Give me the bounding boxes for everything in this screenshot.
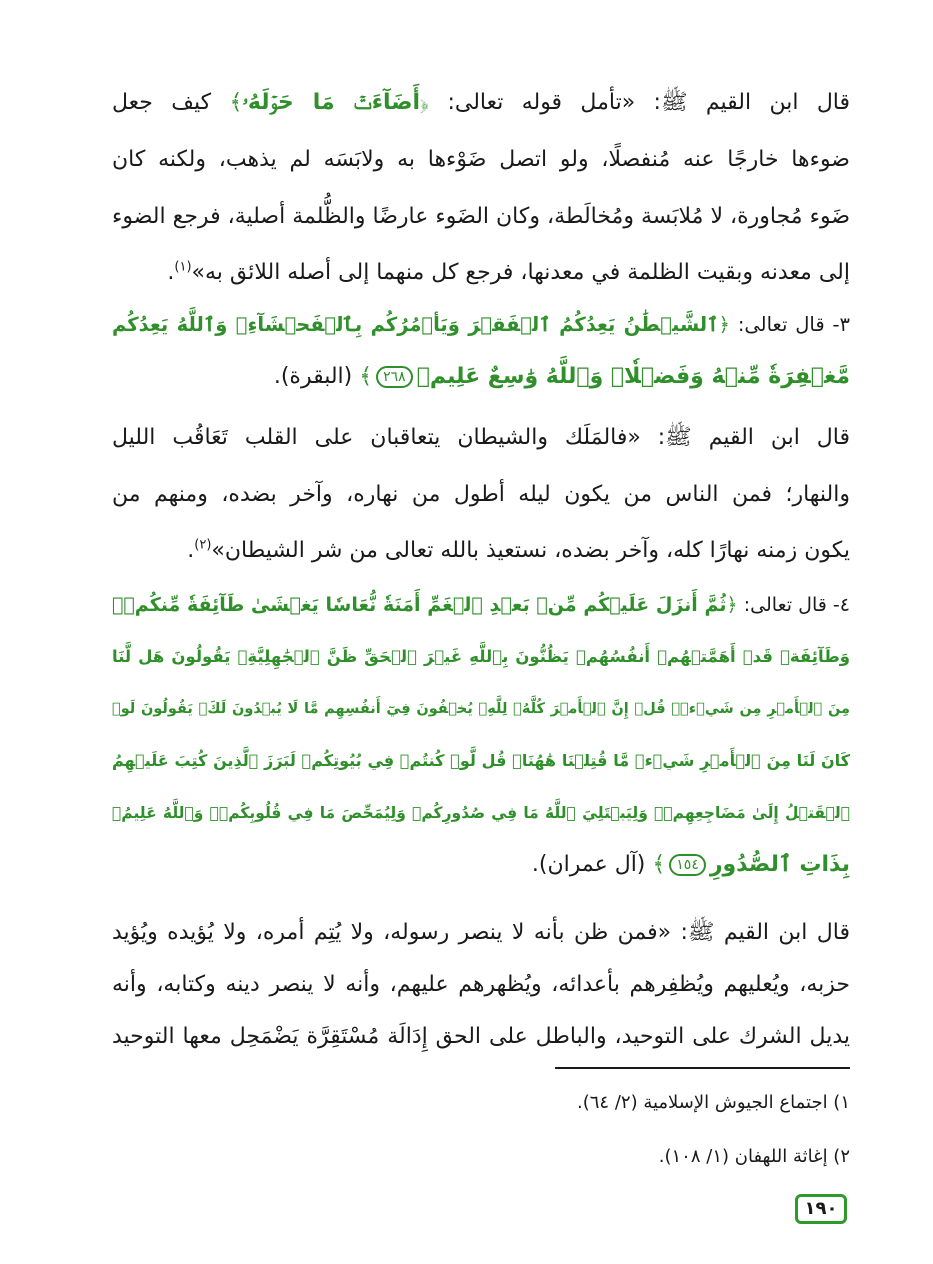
line-text: كيف جعل [112,90,230,115]
line-text: قال ابن القيم ﷺ: «تأمل قوله تعالى: [429,90,851,115]
verse-number-badge: ٢٦٨ [376,366,413,388]
paragraph-line [112,480,850,510]
quran-close-bracket: ﴾ [652,852,666,877]
paragraph-line [112,145,850,175]
quran-text: مِنَ ٱلۡأَمۡرِ مِن شَيۡءٖۗ قُلۡ إِنَّ ٱلۡأَمۡرَ كُلَّهُۥ لِلَّهِۗ يُخۡفُونَ فِيٓ أَنفُسِهِم مَّا لَا يُبۡدُونَ لَكَۖ يَقُولُونَ لَوۡ [112,701,850,717]
quran-quote: أَضَآءَتۡ مَا حَوۡلَهُۥ [242,90,421,115]
quran-open-bracket: ﴿ [726,594,738,616]
paragraph-line [112,202,850,232]
footnote-ref: (١) [174,259,192,275]
quran-text: بِذَاتِ ٱلصُّدُورِ [709,852,850,877]
footnote-ref: (٢) [194,537,212,553]
verse-line [112,590,850,620]
line-text: إلى معدنه وبقيت الظلمة في معدنها، فرجع كل منهما إلى أصله اللائق به» [191,260,850,285]
verse-line [112,694,850,724]
line-text: ضَوء مُجاورة، لا مُلابَسة ومُخالَطة، وكان الضَوء عارضًا والظُّلمة أصلية، فرجع الضوء [112,204,850,229]
line-text: . [187,538,195,563]
footnote-divider [555,1067,850,1069]
quran-close-bracket: ﴾ [359,364,373,389]
quran-text: ٱلشَّيۡطَٰنُ يَعِدُكُمُ ٱلۡفَقۡرَ وَيَأۡمُرُكُم بِٱلۡفَحۡشَآءِۖ وَٱللَّهُ يَعِدُكُم [112,313,719,336]
quran-text: ثُمَّ أَنزَلَ عَلَيۡكُم مِّنۢ بَعۡدِ ٱلۡغَمِّ أَمَنَةٗ نُّعَاسٗا يَغۡشَىٰ طَآئِفَةٗ مِّنكُمۡۖ [112,594,727,616]
line-text: يديل الشرك على التوحيد، والباطل على الحق إِدَالَة مُسْتَقِرَّة يَضْمَحِل معها التوحيد [112,1024,850,1049]
quran-open-bracket: ﴿ [420,90,430,115]
verse-number-badge: ١٥٤ [669,854,706,876]
footnote-2: ٢) إغاثة اللهفان (١/ ١٠٨). [658,1146,850,1167]
footnote-1: ١) اجتماع الجيوش الإسلامية (٢/ ٦٤). [577,1092,850,1113]
verse-line [112,798,850,828]
verse-number-label: ٣- قال تعالى: [729,313,850,336]
line-text: قال ابن القيم ﷺ: «فالمَلَك والشيطان يتعاقبان على القلب تَعَاقُب الليل [112,425,850,450]
line-text: ضوءها خارجًا عنه مُنفصلًا، ولو اتصل ضَوْءها به ولابَسَه لم يذهب، ولكنه كان [112,147,850,172]
verse-line [112,746,850,776]
paragraph-line [112,88,850,118]
verse-number-label: ٤- قال تعالى: [737,594,850,616]
quran-text: مَّغۡفِرَةٗ مِّنۡهُ وَفَضۡلٗاۗ وَٱللَّهُ وَٰسِعٌ عَلِيمٞ [416,364,850,389]
quran-close-bracket: ﴾ [229,90,243,115]
quran-text: ٱلۡقَتۡلُ إِلَىٰ مَضَاجِعِهِمۡۖ وَلِيَبۡتَلِيَ ٱللَّهُ مَا فِي صُدُورِكُمۡ وَلِيُمَحِّصَ مَا فِي قُلُوبِكُمۡۚ وَٱللَّهُ عَلِيمُۢ [112,804,850,822]
line-text: قال ابن القيم ﷺ: «فمن ظن بأنه لا ينصر رسوله، ولا يُتِم أمره، ولا يُؤيده ويُؤيد [112,920,850,945]
quran-text: كَانَ لَنَا مِنَ ٱلۡأَمۡرِ شَيۡءٞ مَّا قُتِلۡنَا هَٰهُنَاۗ قُل لَّوۡ كُنتُمۡ فِي بُيُوتِكُمۡ لَبَرَزَ ٱلَّذِينَ كُتِبَ عَلَيۡهِمُ [112,751,850,770]
quran-open-bracket: ﴿ [718,313,730,336]
verse-line [112,850,850,880]
line-text: والنهار؛ فمن الناس من يكون ليله أطول من نهاره، وآخر بضده، ومنهم من [112,482,850,507]
paragraph-line [112,970,850,1000]
verse-line [112,310,850,340]
paragraph-line [112,423,850,453]
paragraph-line [112,918,850,948]
verse-line [112,642,850,672]
page-number-badge: ١٩٠ [795,1194,847,1224]
paragraph-line [112,258,850,288]
surah-name: (آل عمران). [531,852,653,877]
quran-text: وَطَآئِفَةٞ قَدۡ أَهَمَّتۡهُمۡ أَنفُسُهُمۡ يَظُنُّونَ بِٱللَّهِ غَيۡرَ ٱلۡحَقِّ ظَنَّ ٱلۡجَٰهِلِيَّةِۖ يَقُولُونَ هَل لَّنَا [112,647,850,666]
line-text: حزبه، ويُعليهم ويُظفِرهم بأعدائه، ويُظهرهم عليهم، وأنه لا ينصر دينه وكتابه، وأنه [112,972,850,997]
surah-name: (البقرة). [273,364,360,389]
line-text: . [167,260,175,285]
paragraph-line [112,1022,850,1052]
verse-line [112,362,850,392]
line-text: يكون زمنه نهارًا كله، وآخر بضده، نستعيذ بالله تعالى من شر الشيطان» [211,538,850,563]
paragraph-line [112,536,850,566]
